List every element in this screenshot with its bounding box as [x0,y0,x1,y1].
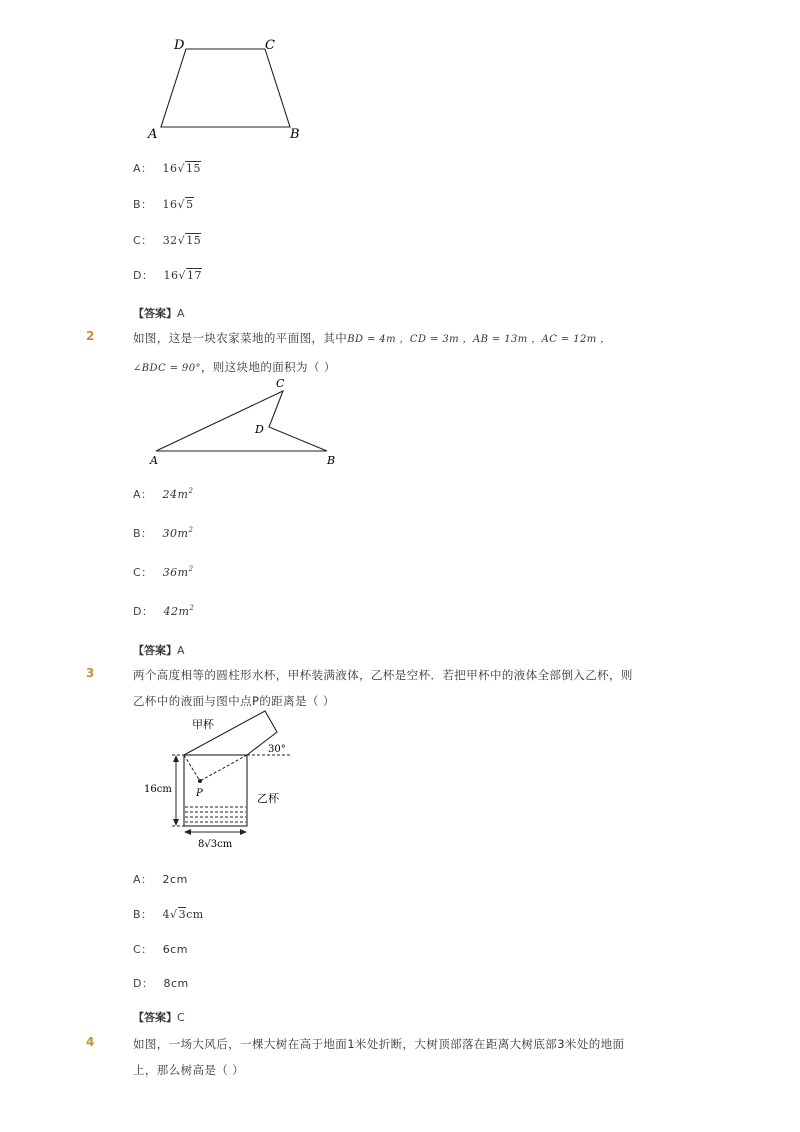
q2-text-line2 [133,359,336,375]
quadrilateral-shape [156,391,327,451]
answer-value: A [177,307,185,320]
q1-option-a[interactable] [133,160,201,176]
coef: 16 [163,269,179,282]
option-letter: D： [133,269,154,282]
option-letter: B： [133,198,153,211]
option-letter: A： [133,488,153,501]
option-value: 4√3cm [162,908,204,921]
option-letter: C： [133,566,153,579]
q2-text: 如图，这是一块农家菜地的平面图，其中 [133,331,348,345]
option-value [163,566,194,579]
label-width: 8√3cm [198,839,233,850]
label-C: C [265,38,275,53]
radicand: 15 [186,234,202,247]
option-letter: D： [133,977,154,990]
q3-text-line2: 乙杯中的液面与图中点P的距离是（ ） [133,694,335,708]
label-jia: 甲杯 [192,718,214,731]
q2-option-d[interactable] [133,603,194,619]
label-yi: 乙杯 [257,792,279,805]
unit: cm [186,908,204,921]
q3-option-b[interactable] [133,906,204,922]
option-value [163,527,194,540]
label-p: P [196,788,203,799]
radicand: 5 [186,198,194,211]
q1-trapezoid-figure [140,30,320,145]
q2-option-b[interactable] [133,525,193,541]
q3-answer [133,1009,185,1025]
option-letter: C： [133,234,153,247]
label-B: B [327,454,336,467]
q3-cups-figure [140,708,310,858]
exponent: 2 [188,487,194,495]
q1-option-d[interactable] [133,267,202,283]
coef: 32 [162,234,178,247]
q3-option-d[interactable] [133,975,189,991]
answer-value: C [177,1011,185,1024]
answer-value: A [177,644,185,657]
arrow-head [173,755,179,762]
label-angle: 30° [268,744,286,755]
label-D: D [174,38,185,53]
point-p [198,779,202,783]
arrow-head [173,819,179,826]
answer-label: 【答案】 [133,307,177,320]
option-letter: D： [133,605,154,618]
arrow-head [240,829,247,835]
option-letter: A： [133,162,153,175]
q3-text-line1: 两个高度相等的圆柱形水杯，甲杯装满液体，乙杯是空杯．若把甲杯中的液体全部倒入乙杯，则 [133,668,633,682]
option-letter: B： [133,908,153,921]
answer-label: 【答案】 [133,644,177,657]
option-value: 8cm [163,977,189,990]
q2-field-figure [140,375,340,470]
q1-option-c[interactable] [133,232,201,248]
radicand: 15 [186,162,202,175]
option-letter: A： [133,873,153,886]
dashed-to-p [184,755,200,781]
value: 30m [162,527,189,540]
q3-option-a[interactable] [133,871,188,887]
coef: 16 [162,198,178,211]
q2-option-c[interactable] [133,564,194,580]
option-value [163,605,194,618]
q1-answer [133,305,185,321]
label-A: A [148,127,158,142]
option-letter: B： [133,527,153,540]
q1-option-b[interactable] [133,196,194,212]
radicand: 3 [178,908,187,921]
option-value: 16√5 [162,198,194,211]
q2-math: BD = 4m ，CD = 3m ，AB = 13m ，AC = 12m ， [347,334,611,345]
dashed-to-p [200,755,247,781]
option-letter: C： [133,943,153,956]
radicand: 17 [187,269,202,282]
label-B: B [290,127,300,142]
q4-number: 4 [86,1035,95,1049]
q2-number: 2 [86,329,95,343]
q3-option-c[interactable] [133,941,188,957]
option-value: 32√15 [162,234,202,247]
option-value: 16√17 [163,269,202,282]
coef: 16 [162,162,178,175]
label-D: D [255,423,264,436]
option-value: 2cm [162,873,188,886]
answer-label: 【答案】 [133,1011,177,1024]
value: 42m [163,605,190,618]
option-value [163,488,194,501]
q2-text: ，则这块地的面积为（ ） [200,360,336,374]
q2-answer [133,642,185,658]
option-value: 16√15 [162,162,202,175]
q2-angle: ∠BDC = 90° [133,363,201,374]
q4-text-line1: 如图，一场大风后，一棵大树在高于地面1米处折断，大树顶部落在距离大树底部3米处的地面 [133,1037,625,1051]
value: 36m [162,566,189,579]
option-value: 6cm [162,943,188,956]
value: 24m [162,488,189,501]
exponent: 2 [188,565,194,573]
q2-option-a[interactable] [133,486,193,502]
exponent: 2 [188,526,194,534]
label-height: 16cm [144,784,172,795]
upright-cup [184,755,247,826]
label-A: A [150,454,158,467]
exponent: 2 [189,604,195,612]
coef: 4 [162,908,171,921]
q3-number: 3 [86,666,95,680]
arrow-head [184,829,191,835]
q2-text-line1 [133,330,611,346]
q4-text-line2: 上，那么树高是（ ） [133,1063,245,1077]
label-C: C [276,377,285,390]
trapezoid-shape [161,49,290,127]
